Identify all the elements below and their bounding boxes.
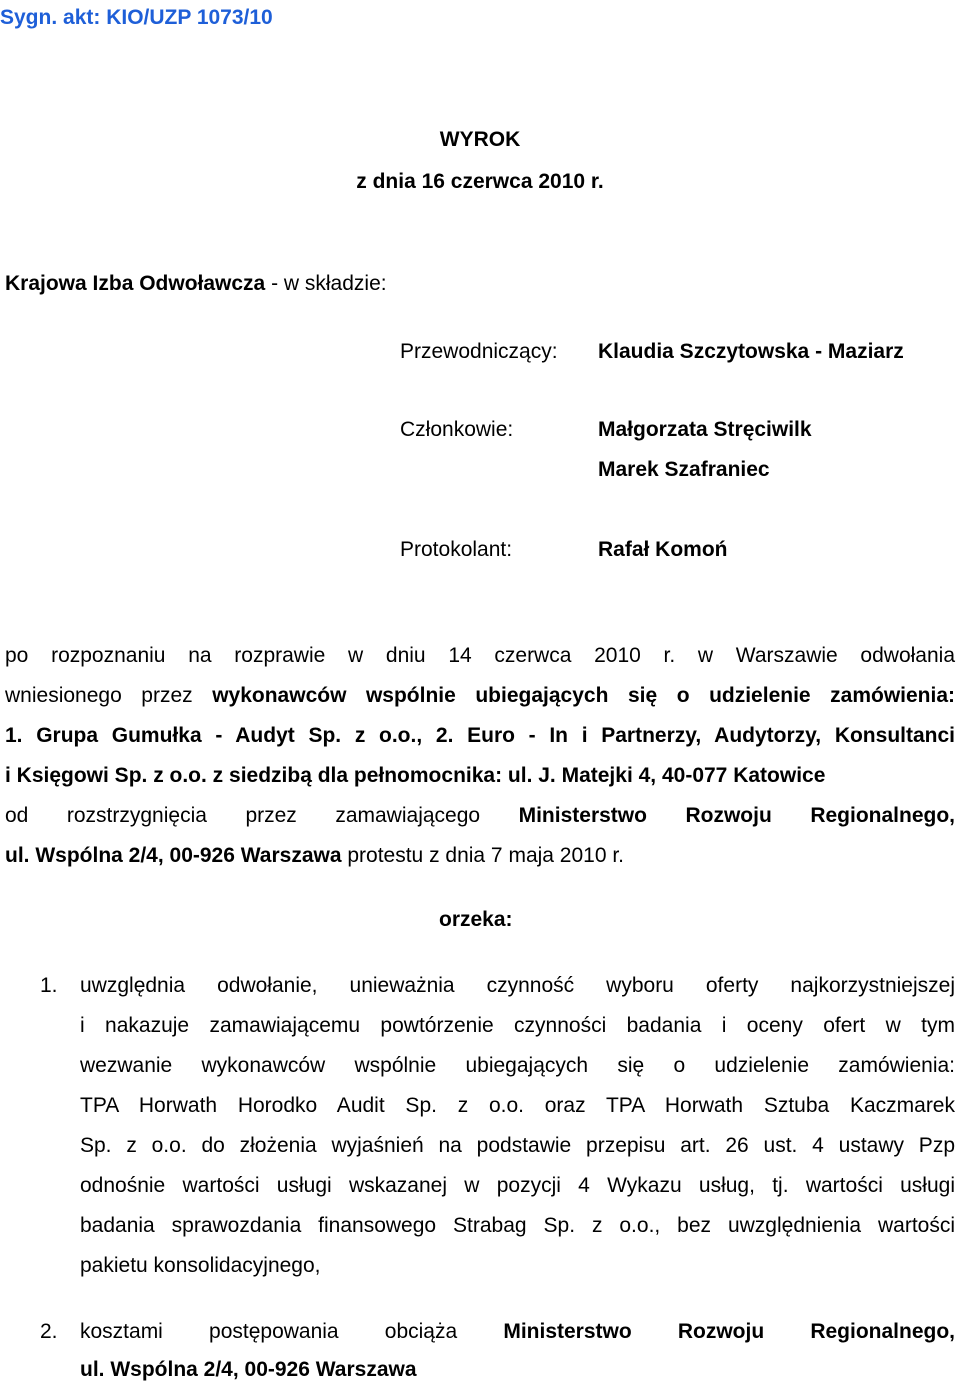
members-label: Członkowie: <box>400 418 514 441</box>
point-2-line: kosztami postępowania obciąża Ministerstwo Rozwoju Regionalnego, <box>80 1320 955 1343</box>
panel-intro-suffix: - w składzie: <box>265 272 387 295</box>
body-line-1: po rozpoznaniu na rozprawie w dniu 14 czerwca 2010 r. w Warszawie odwołania <box>5 644 955 667</box>
ruling-heading: orzeka: <box>439 908 513 931</box>
point-1-line: wezwanie wykonawców wspólnie ubiegających się o udzielenie zamówienia: <box>80 1054 955 1077</box>
point-2-number: 2. <box>40 1320 58 1343</box>
point-1-line: pakietu konsolidacyjnego, <box>80 1254 321 1277</box>
body-line-5: od rozstrzygnięcia przez zamawiającego Ministerstwo Rozwoju Regionalnego, <box>5 804 955 827</box>
chair-name: Klaudia Szczytowska - Maziarz <box>598 340 904 363</box>
document-title: WYROK <box>439 128 521 151</box>
body-line-6: ul. Wspólna 2/4, 00-926 Warszawa protestu z dnia 7 maja 2010 r. <box>5 844 625 867</box>
member-name-2: Marek Szafraniec <box>598 458 770 481</box>
member-name-1: Małgorzata Stręciwilk <box>598 418 812 441</box>
document-date: z dnia 16 czerwca 2010 r. <box>356 170 604 193</box>
point-2-line: ul. Wspólna 2/4, 00-926 Warszawa <box>80 1358 417 1381</box>
case-signature: Sygn. akt: KIO/UZP 1073/10 <box>0 6 273 29</box>
body-line-2: wniesionego przez wykonawców wspólnie ubiegających się o udzielenie zamówienia: <box>5 684 955 707</box>
point-1-line: Sp. z o.o. do złożenia wyjaśnień na podstawie przepisu art. 26 ust. 4 ustawy Pzp <box>80 1134 955 1157</box>
body-line-4: i Księgowi Sp. z o.o. z siedzibą dla pełnomocnika: ul. J. Matejki 4, 40-077 Katowice <box>5 764 826 787</box>
clerk-label: Protokolant: <box>400 538 513 561</box>
point-1-number: 1. <box>40 974 58 997</box>
point-1-line: i nakazuje zamawiającemu powtórzenie czynności badania i oceny ofert w tym <box>80 1014 955 1037</box>
body-line-3: 1. Grupa Gumułka - Audyt Sp. z o.o., 2. Euro - In i Partnerzy, Audytorzy, Konsultanci <box>5 724 955 747</box>
point-1-line: TPA Horwath Horodko Audit Sp. z o.o. oraz TPA Horwath Sztuba Kaczmarek <box>80 1094 955 1117</box>
chair-label: Przewodniczący: <box>400 340 558 363</box>
point-1-line: uwzględnia odwołanie, unieważnia czynność wyboru oferty najkorzystniejszej <box>80 974 955 997</box>
panel-intro <box>5 272 387 296</box>
point-1-line: badania sprawozdania finansowego Strabag Sp. z o.o., bez uwzględnienia wartości <box>80 1214 955 1237</box>
point-1-line: odnośnie wartości usługi wskazanej w pozycji 4 Wykazu usług, tj. wartości usługi <box>80 1174 955 1197</box>
clerk-name: Rafał Komoń <box>598 538 728 561</box>
chamber-name: Krajowa Izba Odwoławcza <box>5 272 266 295</box>
